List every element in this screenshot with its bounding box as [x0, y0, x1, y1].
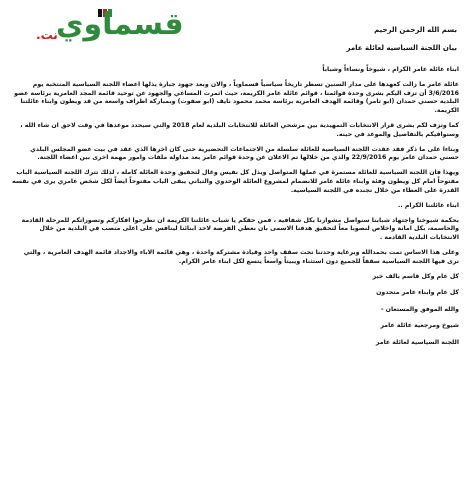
- paragraph-unity: عائلة عامر ما زالت كعهدها على مدار السنين تسطر تاريخاً سياسياً قسماوياً ، والان وبعد جهود جبارة يذلها اعضاء اللجنة السياسية المنتخبة يوم 3/6/2016 أن تزف اليكم بشرى وحدة قوائمنا ، قوائم عائلة عامر الكريمة، حيث اثمرت المساعي والجهود عن توحيد قائمة المجد العامرية برئاسة عضو البلدية حسني حمدان (ابو تامر) وقائمة الهدف العامرية برئاسة محمد محمود نايف (ابو صفوت) وبمباركة اطراف واسعة من قد ويطون وابناء عائلتنا الكريمة.: [14, 81, 459, 114]
- paragraph-list: وعلى هذا الاساس تمت بحمدالله وبرعاية وحدتنا تحت سقف واحد وقيادة مشتركة واحدة ، وهي قائمة الاباء والاجداد قائمة الهدف العامرية ، والتي ترى فيها اللجنة السياسية سقفاً للجميع دون استثناء ويبيتاً واسعاً يتسع لكل ابناء عامر الكرام.: [23, 249, 459, 265]
- site-logo[interactable]: [36, 2, 184, 50]
- paragraph-youth: بحكمة شيوخنا واجتهاد شبابنا سنواصل مشوارنا بكل شفافية ، فمن حقكم يا شباب عائلتنا الكريمة ان تطرحوا افكاركم وتصوراتكم للمرحلة القادمة والحاسمة، بكل امانة واخلاص لنصوبا معاً لتحقيق هدفنا الاسمى بان نعطي الفرصة لاحد ابنائنا لينافس على اعلى منصب في البلدية من خلال الانتخابات البلدية القادمة .: [21, 216, 459, 241]
- logo-brand-text: قسماوي: [56, 7, 184, 42]
- greeting: ابناء عائلة عامر الكرام ، شيوخاً ونساءاً وشباباً: [322, 66, 459, 73]
- signature-line-5: اللجنة السياسية لعائلة عامر: [375, 339, 459, 347]
- signature-line-1: كل عام وكل قاسم بالف خير: [372, 272, 459, 280]
- signature-line-4: شيوخ ومرجعية عائلة عامر: [380, 322, 459, 330]
- logo-suffix: .نت: [36, 28, 58, 42]
- greeting-second: ابناء عائلتنا الكرام ..: [398, 201, 459, 209]
- paragraph-primaries: كما وتزف لكم بشرى قرار الانتخابات التمهيدية بين مرشحي العائلة للانتخابات البلدية لعام 2018 والتي سيحدد موعدها في وقت لاحق ان شاء الله ، وستوافيكم بالتفاصيل والموعد في حينه.: [20, 121, 459, 138]
- paragraph-open-door: ويهذا فان اللجنة السياسية للعائلة مستمرة في عملها المتواصل ويذل كل نفيس وغال لتحقيق وحدة العائلة كاملة ، لذلك تترك اللجنة السياسية الباب مفتوحاً امام كل ويطون وفئة وابناء عائلة عامر للانضمام لمشروع العائلة الوحدوي والتباني يبقى الباب مفتوحاً ايضاً لكل شخص عامري يرى في نفسه القدرة على العطاء من خلال تجنده في اللجنة السياسية.: [12, 169, 459, 194]
- basmala: بسم الله الرحمن الرحيم: [374, 26, 457, 34]
- statement-body: [10, 66, 459, 356]
- paragraph-meetings: وبناءا على ما ذكر فقد عقدت اللجنة السياسية للعائلة سلسلة من الاجتماعات التحضيرية حتى كان اخرها الذي عقد في بيت عضو المجلس البلدي حسني حمدان عامر يوم 22/9/2016 والذي من خلالها تم الاعلان عن وحدة قوائم عامر بعد مداولة ملفات وامور مهمة اخرى بين اعضاء اللجنة.: [30, 145, 459, 162]
- signature-line-3: والله الموفق والمستعان -: [380, 305, 459, 313]
- statement-title: بيان اللجنة السياسيه لعائلة عامر: [346, 44, 457, 52]
- signature-line-2: كل عام وابناء عامر متحدون: [376, 289, 459, 297]
